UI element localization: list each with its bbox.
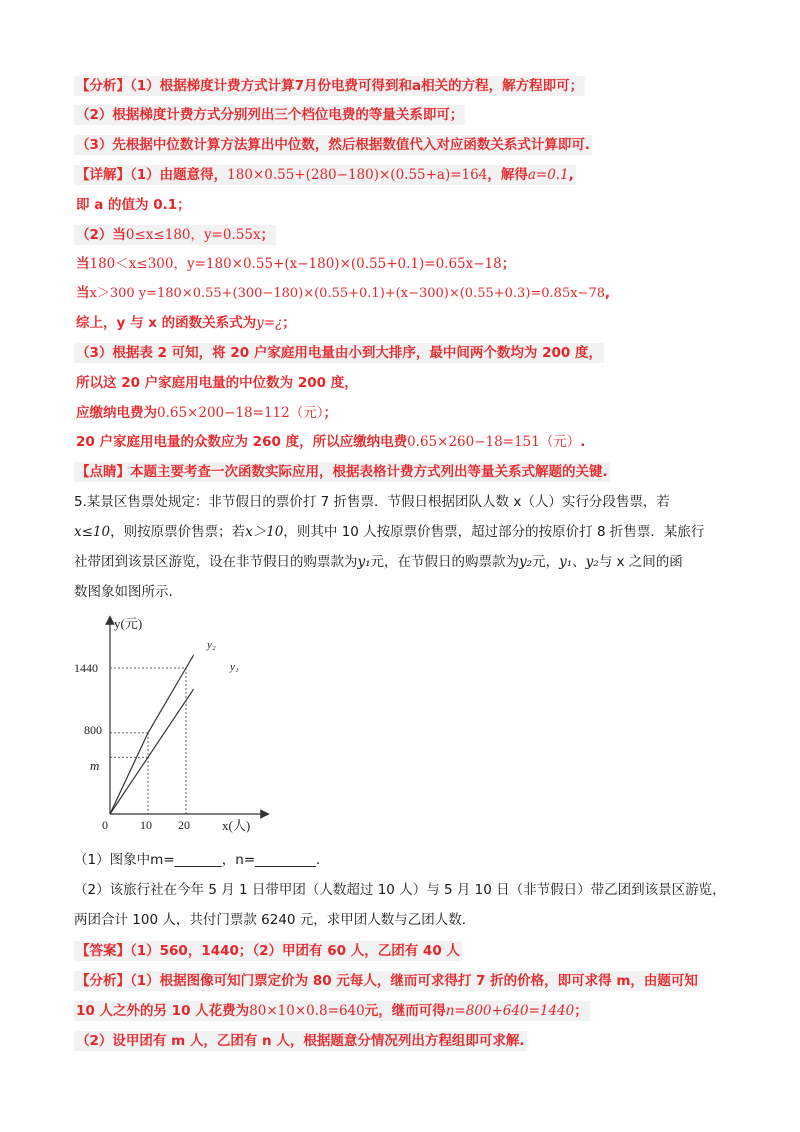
math-expression: 80×10×0.8=640 [249,1003,365,1019]
problem-text: ，则其中 10 人按原票价售票，超过部分的按原价打 8 折售票．某旅行 [283,524,705,540]
detail-text: ； [501,256,516,272]
origin-label: 0 [102,818,108,832]
detail-text: （2）当 [76,227,126,243]
series-line-y2 [110,655,194,814]
detail-text: （1）由题意得， [130,167,228,183]
detail-text: 20 户家庭用电量的众数应为 260 度，所以应缴纳电费 [76,434,408,450]
detail-line-2 [74,195,193,215]
function-graph [70,612,310,842]
detail-line-9 [74,403,339,423]
x-tick-label-10: 10 [140,818,152,832]
comment-tag: 【点睛】 [76,464,130,480]
math-expression: x＞10 [245,524,284,540]
analysis5-line-2 [74,1001,590,1021]
detail-text: , [605,285,611,301]
detail-text: ； [323,405,337,421]
answer-text: （1）560，1440；（2）甲团有 60 人，乙团有 40 人 [130,943,460,959]
analysis-line-2 [74,105,465,125]
detail-text: 当 [76,285,90,301]
problem-line-1: 5.某景区售票处规定：非节假日的票价打 7 折售票．节假日根据团队人数 x（人）实行分段售票，若 [74,494,670,510]
detail-text: 应缴纳电费为 [76,405,157,421]
detail-line-8 [74,373,360,393]
math-expression: y₁ [357,554,371,570]
analysis-text: （2）根据梯度计费方式分别列出三个档位电费的等量关系即可； [76,107,464,123]
detail-line-5 [74,283,612,304]
detail-line-7 [74,343,604,363]
math-expression: x＞300 y=180×0.55+(300−180)×(0.55+0.1)+(x−300)×(0.55+0.3)=0.85x−78 [89,286,605,301]
detail-line-4 [74,254,517,274]
series-label-y2: y₂ [207,639,216,651]
graph-lines [110,655,194,814]
detail-line-10 [74,432,587,452]
answer-tag: 【答案】 [76,943,130,959]
math-expression: 0.65×260−18=151（元） [407,434,581,450]
y-tick-label-m: m [90,758,100,773]
y-tick-label-1440: 1440 [74,661,98,675]
math-expression: 0≤x≤180，y=0.55x [125,227,261,243]
question-2-line-1: （2）该旅行社在今年 5 月 1 日带甲团（人数超过 10 人）与 5 月 10 日（非节假日）带乙团到该景区游览， [74,882,726,898]
question-2-line-2: 两团合计 100 人，共付门票款 6240 元，求甲团人数与乙团人数. [74,912,467,928]
x-axis-label: x(人) [222,818,251,833]
detail-tag: 【详解】 [76,167,130,183]
analysis-tag: 【分析】 [76,78,130,94]
math-expression: y=¿ [256,315,283,331]
detail-text: ； [260,227,275,243]
analysis-tag: 【分析】 [76,973,130,989]
analysis-text: （3）先根据中位数计算方法算出中位数，然后根据数值代入对应函数关系式计算即可. [76,137,591,153]
detail-text: 综上，y 与 x 的函数关系式为 [76,315,257,331]
math-expression: x≤10 [74,524,111,540]
series-label-y1: y₁ [230,661,239,673]
analysis-text: （1）根据图像可知门票定价为 80 元每人，继而可求得打 7 折的价格，即可求得 m，由题可知 [130,973,698,989]
detail-text: （3）根据表 2 可知，将 20 户家庭用电量由小到大排序，最中间两个数均为 200 度， [76,345,602,361]
analysis-text: 元，继而可得 [364,1003,446,1019]
analysis-line-1 [74,76,585,96]
problem-text: 元， [532,554,560,570]
detail-text: 即 a 的值为 0.1； [76,197,191,213]
detail-line-6 [74,313,298,333]
analysis-text: ； [574,1003,588,1019]
analysis-text: 10 人之外的另 10 人花费为 [76,1003,250,1019]
question-1: （1）图象中m=_______，n=_________. [74,852,321,868]
math-expression: 180×0.55+(280−180)×(0.55+a)=164 [227,167,488,183]
problem-line-2 [74,522,704,542]
answer-line [74,941,462,961]
detail-text: ，解得 [487,167,528,183]
math-expression: y₂ [519,554,533,570]
math-expression: 180＜x≤300，y=180×0.55+(x−180)×(0.55+0.1)=0.65x−18 [89,256,502,272]
problem-line-3 [74,552,683,572]
analysis-text: （2）设甲团有 m 人，乙团有 n 人，根据题意分情况列出方程组即可求解. [76,1033,525,1049]
problem-text: 元，在节假日的购票款为 [370,554,520,570]
problem-text: 、 [572,554,586,570]
problem-text: 与 x 之间的函 [598,554,683,570]
math-expression: n=800+640=1440 [445,1003,575,1019]
analysis5-line-3 [74,1031,527,1051]
dashed-guides [110,668,186,814]
problem-line-4: 数图象如图所示. [74,584,173,600]
math-expression: y₂ [585,554,599,570]
comment-text: 本题主要考查一次函数实际应用，根据表格计费方式列出等量关系式解题的关键. [130,464,608,480]
analysis-text: （1）根据梯度计费方式计算7月份电费可得到和a相关的方程，解方程即可； [130,78,584,94]
analysis-line-3 [74,135,592,155]
detail-text: . [580,434,586,450]
detail-text: , [568,167,574,183]
y-axis-label: y(元) [114,616,143,631]
detail-line-3 [74,225,276,245]
y-tick-label-800: 800 [84,723,102,737]
analysis5-line-1 [74,971,700,991]
detail-text: 当 [76,256,90,272]
detail-line-1 [74,165,576,185]
math-expression: y₁ [559,554,573,570]
math-expression: 0.65×200−18=112（元） [157,405,324,421]
detail-text: 所以这 20 户家庭用电量的中位数为 200 度， [76,375,358,391]
comment-line [74,462,610,482]
x-tick-label-20: 20 [178,818,190,832]
math-expression: a=0.1 [527,167,569,183]
detail-text: ； [282,315,296,331]
series-line-y1 [110,689,194,814]
problem-text: ，则按原票价售票；若 [110,524,246,540]
problem-text: 社带团到该景区游览，设在非节假日的购票款为 [74,554,358,570]
